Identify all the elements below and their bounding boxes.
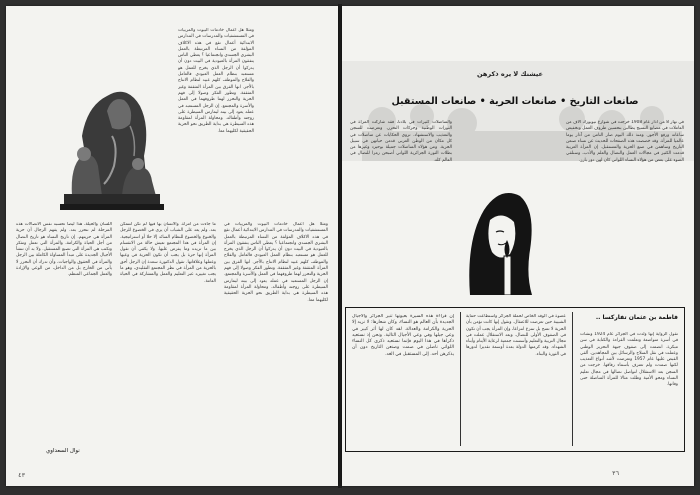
- column-text: ما جاءت من امرأة. والانسان بها فيها لم تكن لتتمكن بعد. ولم يعد على الشباب أن يرى في الخضوع للرجل والخنوع والخضوع للنظام السائد إلا حلا أو استراتيجية. إن المرأة في هذا المجتمع تعيش حالة من الانقسام بين ما تريده وما يفرض عليها. ولا يكفي أن تقول المرأة إنها حرة بل يجب أن تكون الحرية في وعيها وعملها وعلاقاتها. تقول الدكتورة سعدة إن الرجل أحق بالحرية من المرأة في نظر المجتمع التقليدي، وهو ما يجب تغييره عبر التعليم والعمل والمشاركة في الحياة العامة.: [120, 222, 216, 284]
- box-column-3: [352, 314, 454, 444]
- column-text: تقول الرواية إنها ولدت في الجزائر عام 1924 ونشأت في أسرة متواضعة وتعلمت القراءة والكتابة في سن مبكرة. انضمت إلى صفوف جبهة التحرير الوطني وعملت في نقل السلاح والرسائل بين المجاهدين. ألقي القبض عليها عام 1957 وتعرضت لأشد أنواع التعذيب لكنها صمدت ولم تعترف بأسماء رفاقها. خرجت من السجن بعد الاستقلال لتواصل نضالها في مجال تعليم النساء ومحو الأمية وظلت مثالا للمرأة المناضلة حتى وفاتها.: [580, 332, 678, 388]
- page-number-right: ٣٦: [612, 470, 620, 477]
- box-column-2: [466, 314, 566, 444]
- box-title: فاطمة بن عثمان تفاركسا ..: [595, 314, 678, 321]
- column-text: والمناضلات كثيرات في بلادنا، فقد شاركت المرأة في الثورات الوطنية وحركات التحرر، وتعرضت للسجن والتعذيب والاستشهاد. تروي الحكايات عن مناضلات في كل مكان من الوطن العربي قدمن حياتهن في سبيل الحرية. ومن هؤلاء المناضلات جميلة بوحيرد وغيرها من بطلات الثورة الجزائرية اللواتي أصبحن رمزا للنضال في العالم كله.: [350, 120, 452, 163]
- intro-column-1: [566, 120, 684, 302]
- woman-illustration: [460, 180, 540, 295]
- page-number-left: ٤٣: [18, 472, 26, 479]
- sculpture-photo: [52, 66, 172, 216]
- column-text: ومثلا هل أعمال خادمات البيوت والمربيات في المستشفيات والمدرسات في المدارس الابتدائية أعمال تقع في هذه الاكلاف المؤلفة من النساء المرتبطة بالعمل البشري الجسدي وانجتماعيا ؟ يعطي الناس يتفقون المرأة بالعبودية في البيت دون أن يدركوا أن الرجل الذي يخرج للعمل هو مستعبد بنظام العمل العبودي فالعامل والفلاح والموظف كلهم عبيد لنظام الانتاج بالأجر. انها الفرق بين المرأة المثقفة وغير المثقفة. وتطور الفكر وصولا إلى فهم الحرية والتحرر لهما ظروفهما في العمل والأسرة والمجتمع. إن الرجل المستعبد في عمله يعود إلى بيته ليمارس السيطرة على زوجته وأطفاله. ومحاولة المرأة لمقاومة هذه السيطرة هي بداية الطريق نحو الحرية الحقيقية لكليهما معا.: [224, 222, 328, 303]
- left-column-upper: [178, 28, 254, 218]
- column-text: في نهار 8 من آذار عام 1908 خرجت في شوارع نيويورك آلاف من العاملات في مصانع النسيج يطالبن بتحسين ظروف العمل وتخفيض ساعاته ورفع الأجور. ومنذ ذلك اليوم صار الثامن من آذار يوما عالميا للمرأة. وقد خصصت هذه الصفحات للحديث عن نساء صنعن التاريخ وساهمن في صنع الحرية والمستقبل. إن المرأة العربية قدمت الكثير في مجالات العمل والنضال والعلم والأدب، وسنلقي الضوء على بعض من هؤلاء النساء اللواتي كان لهن دور بارز.: [566, 120, 684, 163]
- box-divider: [572, 312, 573, 446]
- column-text: عضوة في الوفد الخاص لحملة الجزائر واستطاعت حماية الشبيبة حين تعرضت للاعتقال. وتقول إنها كانت تؤمن بأن الحرية لا تمنح بل تنتزع انتزاعا، وإن المرأة يجب أن تكون في الصفوف الأولى للنضال. وبعد الاستقلال عملت في مجال التربية والتعليم وأسست جمعية لرعاية الأيتام وأبناء الشهداء. وقد كرمتها الدولة بعدة أوسمة تقديرا لدورها في الثورة والبناء.: [466, 314, 566, 357]
- box-divider: [460, 312, 461, 446]
- page-headline: صانعات التاريخ • صانعات الحرية • صانعات المستقبل: [391, 96, 639, 107]
- left-page: [6, 6, 338, 486]
- kicker-line: عيشنك لا يره ذكرهن: [477, 70, 543, 78]
- column-text: اللسان والحيلة، هذا ليضا تحسبه نفس الاتصالات هذه المرحلة لم نتحرر بعد. ولم يفهم الرجال أن حرية المرأة هي حريتهم. إن تاريخ النساء هو تاريخ النضال من أجل الحياة والكرامة، والمرأة التي تعمل وتفكر وتكتب هي المرأة التي تصنع المستقبل. ولا بد أن تنشأ الأجيال الجديدة على مبدأ المساواة الكاملة بين الرجل والمرأة في الحقوق والواجبات، وأن تدرك أن التحرر لا يأتي من الخارج بل من الداخل، من الوعي والإرادة والعمل الجماعي المنظم.: [16, 222, 112, 278]
- intro-column-2: [350, 120, 452, 302]
- left-column-2: [120, 222, 216, 454]
- column-text: إن قراءة هذه السيرة بعيونها تنير الجزائر والأجيال الجديدة بأن العالم هو النساء، وكان شعارها: لا نريد إلا الحرية والكرامة والعدالة. لقد كان لها أثر كبير في وعي جيلها وفي وعي الأجيال التالية. ونحن إذ نستعيد ذكراها في هذا اليوم فإنما نستعيد ذكرى كل النساء اللواتي ناضلن في صمت وصنعن التاريخ دون أن يذكرهن أحد. إلى المستقبل في الغد.: [352, 314, 454, 357]
- left-column-3: [16, 222, 112, 454]
- left-column-1: [224, 222, 328, 454]
- column-text: ومثلا هل أعمال خادمات البيوت والمربيات في المستشفيات والمدرسات في المدارس الابتدائية أعمال تقع في هذه الاكلاف المؤلفة من النساء المرتبطة بالعمل البشري الجسدي وانجتماعيا ؟ يعطي الناس يتفقون المرأة بالعبودية في البيت دون أن يدركوا أن الرجل الذي يخرج للعمل هو مستعبد بنظام العمل العبودي فالعامل والفلاح والموظف كلهم عبيد لنظام الانتاج بالأجر. انها الفرق بين المرأة المثقفة وغير المثقفة. وتطور الفكر وصولا إلى فهم الحرية والتحرر لهما ظروفهما في العمل والأسرة والمجتمع. إن الرجل المستعبد في عمله يعود إلى بيته ليمارس السيطرة على زوجته وأطفاله. ومحاولة المرأة لمقاومة هذه السيطرة هي بداية الطريق نحو الحرية الحقيقية لكليهما معا.: [178, 28, 254, 134]
- box-column-1: [580, 332, 678, 444]
- author-signature: نوال السعداوي: [46, 448, 80, 454]
